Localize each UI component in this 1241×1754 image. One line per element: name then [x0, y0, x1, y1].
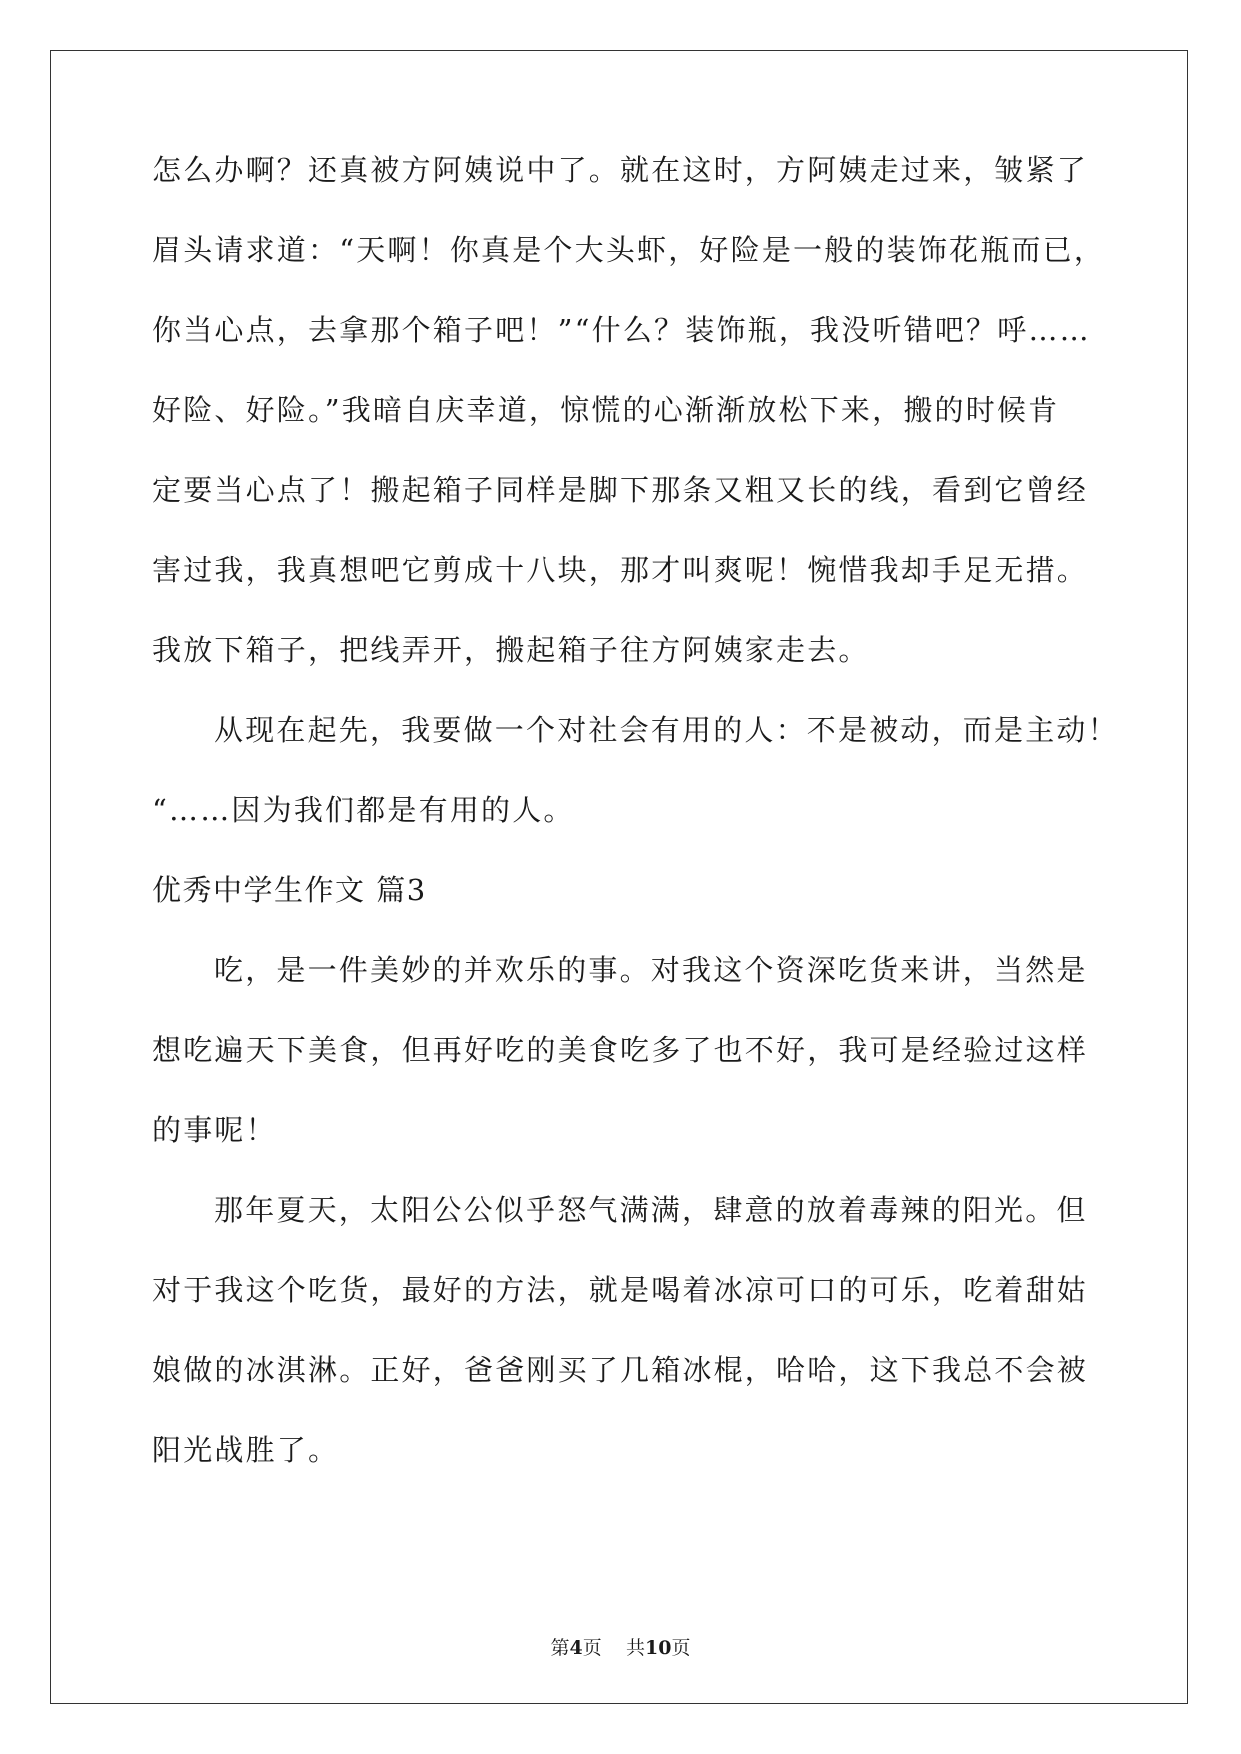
current-page-number: 4	[569, 1637, 583, 1659]
text-line: 怎么办啊？还真被方阿姨说中了。就在这时，方阿姨走过来，皱紧了	[152, 153, 1089, 187]
text-line: 对于我这个吃货，最好的方法，就是喝着冰凉可口的可乐，吃着甜姑	[152, 1273, 1089, 1307]
footer-total-prefix: 共	[625, 1637, 645, 1659]
paragraph-start-line: 从现在起先，我要做一个对社会有用的人：不是被动，而是主动！	[214, 713, 1119, 747]
paragraph-start-line: 吃，是一件美妙的并欢乐的事。对我这个资深吃货来讲，当然是	[214, 953, 1088, 987]
text-line: 娘做的冰淇淋。正好，爸爸刚买了几箱冰棍，哈哈，这下我总不会被	[152, 1353, 1089, 1387]
text-line: 定要当心点了！搬起箱子同样是脚下那条又粗又长的线，看到它曾经	[152, 473, 1089, 507]
text-line: “……因为我们都是有用的人。	[152, 793, 575, 827]
section-heading: 优秀中学生作文 篇3	[152, 873, 427, 907]
text-line: 眉头请求道：“天啊！你真是个大头虾，好险是一般的装饰花瓶而已，	[152, 233, 1106, 267]
footer-page-word: 页	[582, 1637, 602, 1659]
text-line: 想吃遍天下美食，但再好吃的美食吃多了也不好，我可是经验过这样	[152, 1033, 1089, 1067]
text-line: 我放下箱子，把线弄开，搬起箱子往方阿姨家走去。	[152, 633, 870, 667]
text-line: 好险、好险。”我暗自庆幸道，惊慌的心渐渐放松下来，搬的时候肯	[152, 393, 1060, 427]
text-line: 的事呢！	[152, 1113, 277, 1147]
total-page-number: 10	[644, 1637, 672, 1659]
text-line: 你当心点，去拿那个箱子吧！”“什么？装饰瓶，我没听错吧？呼……	[152, 313, 1091, 347]
page-number-footer	[0, 1636, 1241, 1660]
text-line: 害过我，我真想吧它剪成十八块，那才叫爽呢！惋惜我却手足无措。	[152, 553, 1089, 587]
text-line: 阳光战胜了。	[152, 1433, 340, 1467]
footer-total-suffix: 页	[671, 1637, 691, 1659]
footer-prefix: 第	[550, 1637, 570, 1659]
paragraph-start-line: 那年夏天，太阳公公似乎怒气满满，肆意的放着毒辣的阳光。但	[214, 1193, 1088, 1227]
